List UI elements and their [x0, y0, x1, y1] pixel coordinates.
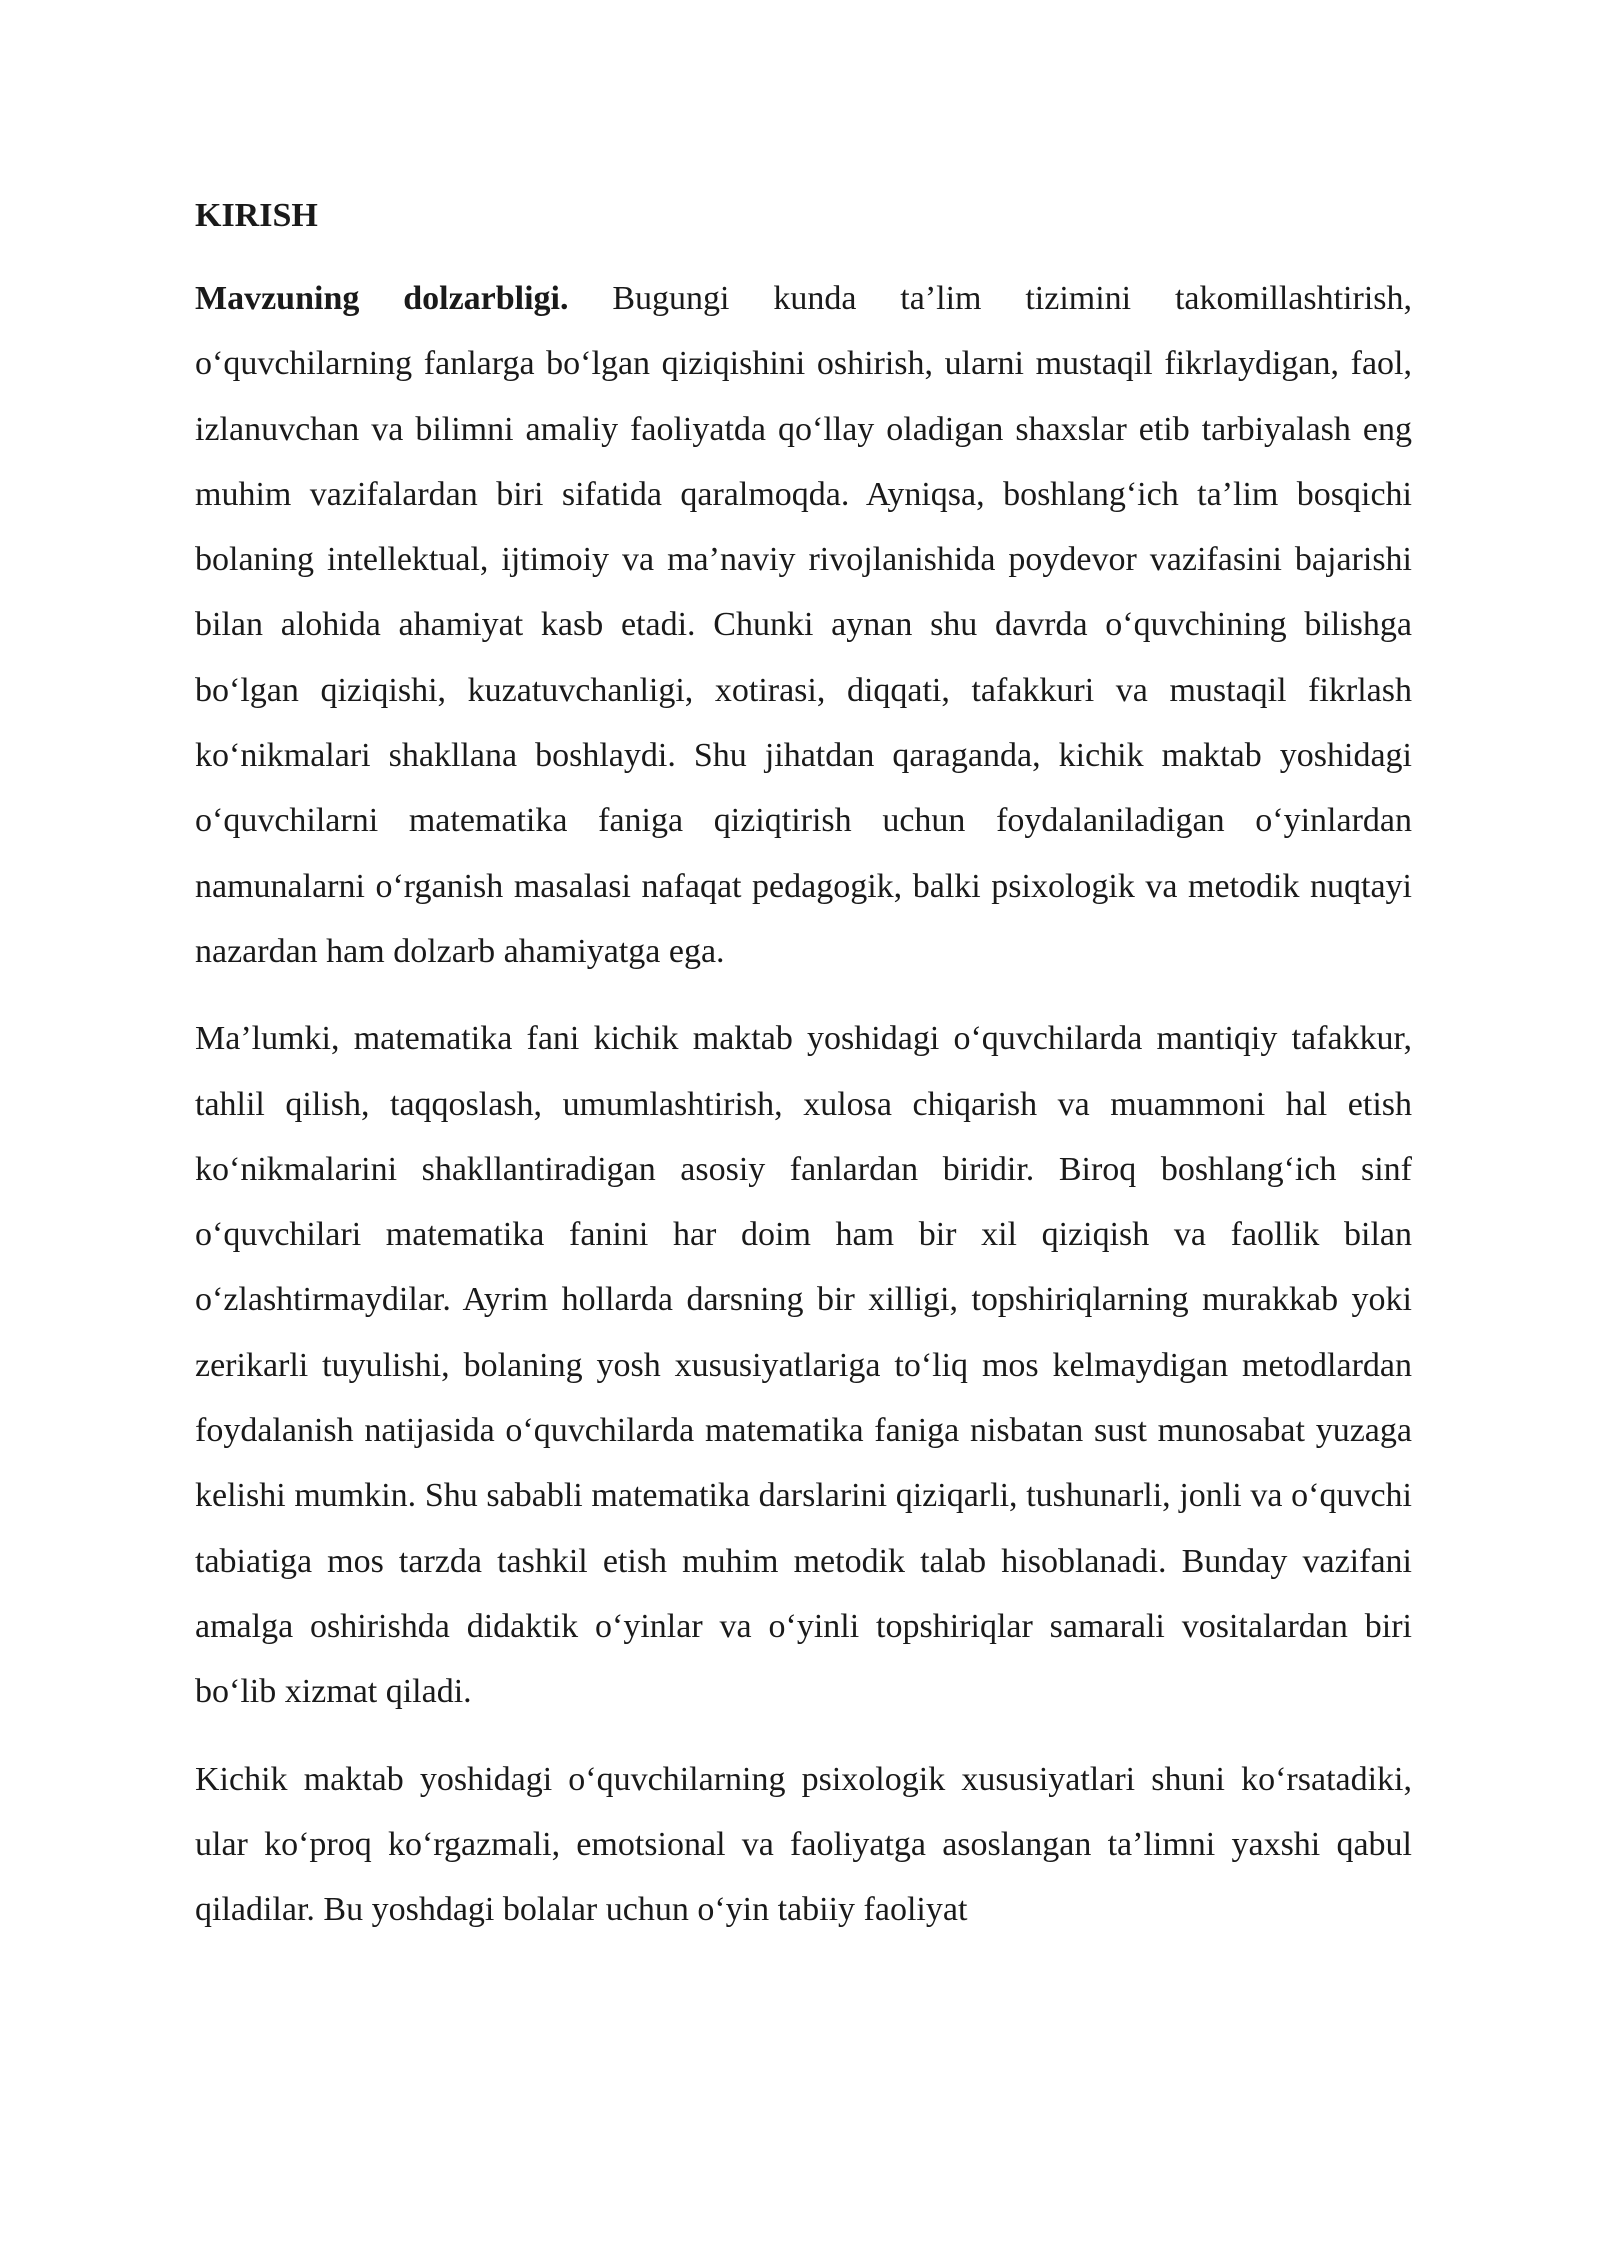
- paragraph-text: Bugungi kunda ta’lim tizimini takomillashtirish, o‘quvchilarning fanlarga bo‘lgan qiziqishini oshirish, ularni mustaqil fikrlaydigan, faol, izlanuvchan va bilimni amaliy faoliyatda qo‘llay oladigan shaxslar etib tarbiyalash eng muhim vazifalardan biri sifatida qaralmoqda. Ayniqsa, boshlang‘ich ta’lim bosqichi bolaning intellektual, ijtimoiy va ma’naviy rivojlanishida poydevor vazifasini bajarishi bilan alohida ahamiyat kasb etadi. Chunki aynan shu davrda o‘quvchining bilishga bo‘lgan qiziqishi, kuzatuvchanligi, xotirasi, diqqati, tafakkuri va mustaqil fikrlash ko‘nikmalari shakllana boshlaydi. Shu jihatdan qaraganda, kichik maktab yoshidagi o‘quvchilarni matematika faniga qiziqtirish uchun foydalaniladigan o‘yinlardan namunalarni o‘rganish masalasi nafaqat pedagogik, balki psixologik va metodik nuqtayi nazardan ham dolzarb ahamiyatga ega.: [195, 280, 1413, 970]
- paragraph-lead: Mavzuning dolzarbligi.: [195, 280, 569, 317]
- paragraph-psychology: Kichik maktab yoshidagi o‘quvchilarning psixologik xususiyatlari shuni ko‘rsatadiki, ular ko‘proq ko‘rgazmali, emotsional va faoliyatga asoslangan ta’limni yaxshi qabul qiladilar. Bu yoshdagi bolalar uchun o‘yin tabiiy faoliyat: [195, 1760, 1412, 1929]
- paragraph-mathematics: Ma’lumki, matematika fani kichik maktab yoshidagi o‘quvchilarda mantiqiy tafakkur, tahlil qilish, taqqoslash, umumlashtirish, xulosa chiqarish va muammoni hal etish ko‘nikmalarini shakllantiradigan asosiy fanlardan biridir. Biroq boshlang‘ich sinf o‘quvchilari matematika fanini har doim ham bir xil qiziqish va faollik bilan o‘zlashtirmaydilar. Ayrim hollarda darsning bir xilligi, topshiriqlarning murakkab yoki zerikarli tuyulishi, bolaning yosh xususiyatlariga to‘liq mos kelmaydigan metodlardan foydalanish natijasida o‘quvchilarda matematika faniga nisbatan sust munosabat yuzaga kelishi mumkin. Shu sababli matematika darslarini qiziqarli, tushunarli, jonli va o‘quvchi tabiatiga mos tarzda tashkil etish muhim metodik talab hisoblanadi. Bunday vazifani amalga oshirishda didaktik o‘yinlar va o‘yinli topshiriqlar samarali vositalardan biri bo‘lib xizmat qiladi.: [195, 1020, 1412, 1711]
- document-body: [195, 186, 1412, 1964]
- paragraph-relevance: [195, 266, 1412, 984]
- section-heading: KIRISH: [195, 197, 318, 234]
